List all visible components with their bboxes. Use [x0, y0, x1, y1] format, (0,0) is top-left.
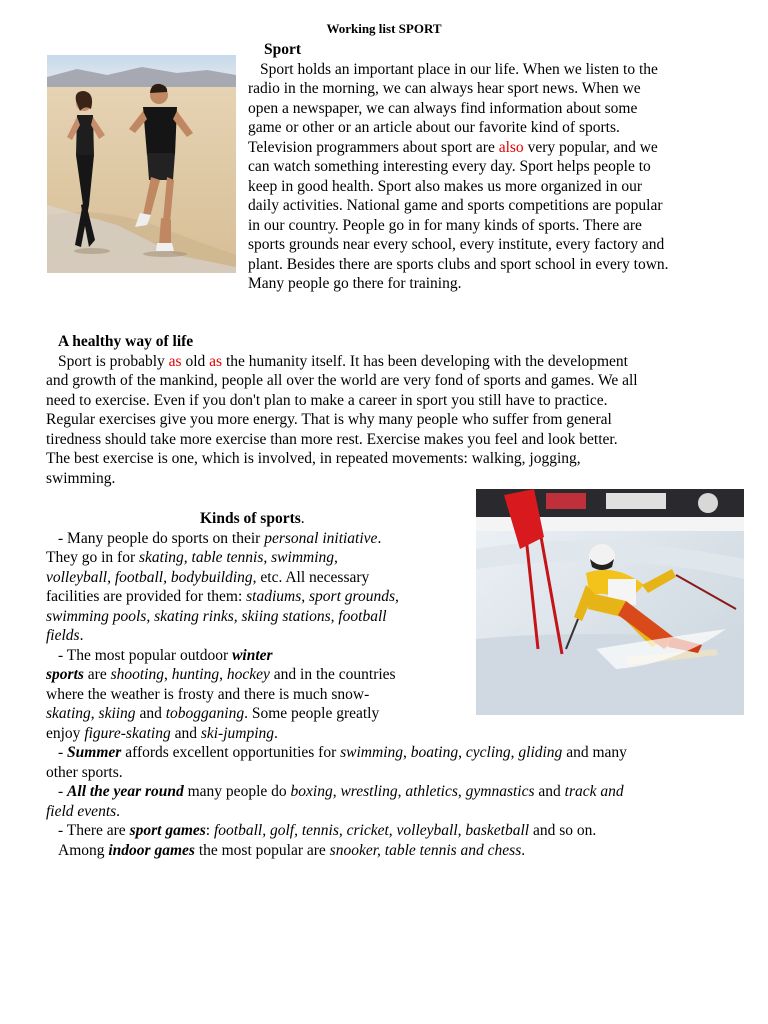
- healthy-line: swimming.: [46, 469, 116, 487]
- sport-line: daily activities. National game and sports competitions are popular: [248, 197, 663, 214]
- document-title: Working list SPORT: [326, 21, 442, 36]
- sport-line: sports grounds near every school, every institute, every factory and: [248, 236, 665, 253]
- sport-line: in our country. People go in for many kinds of sports. There are: [248, 216, 642, 234]
- kinds-line: skating, skiing and tobogganing. Some people greatly: [46, 705, 380, 722]
- kinds-line: - Many people do sports on their personal initiative.: [58, 529, 382, 547]
- runners-photo: [47, 55, 236, 273]
- healthy-line: Sport is probably as old as the humanity itself. It has been developing with the development: [58, 352, 628, 370]
- sport-line: Many people go there for training.: [248, 275, 462, 292]
- healthy-section: [46, 332, 746, 488]
- kinds-line: other sports.: [46, 763, 123, 781]
- sport-line: game or other or an article about our favorite kind of sports.: [248, 119, 620, 136]
- kinds-line: - All the year round many people do boxing, wrestling, athletics, gymnastics and track and: [58, 783, 624, 800]
- healthy-line: Regular exercises give you more energy. That is why many people who suffer from general: [46, 411, 612, 428]
- sport-heading: Sport: [264, 41, 302, 58]
- sport-line: plant. Besides there are sports clubs and sport school in every town.: [248, 255, 669, 273]
- sport-line: Television programmers about sport are also very popular, and we: [248, 138, 658, 156]
- sport-line: can watch something interesting every day. Sport helps people to: [248, 158, 651, 175]
- kinds-line: sports are shooting, hunting, hockey and in the countries: [46, 666, 396, 683]
- kinds-line: volleyball, football, bodybuilding, etc. All necessary: [46, 568, 370, 586]
- highlight-word: also: [498, 138, 524, 156]
- kinds-line: - The most popular outdoor winter: [58, 646, 273, 664]
- healthy-heading: A healthy way of life: [58, 333, 194, 350]
- kinds-heading: Kinds of sports.: [200, 510, 305, 527]
- kinds-line: fields.: [46, 627, 84, 644]
- healthy-line: need to exercise. Even if you don't plan to make a career in sport you still have to practice.: [46, 391, 608, 409]
- kinds-line: - There are sport games: football, golf, tennis, cricket, volleyball, basketball and so on.: [58, 822, 597, 839]
- sport-line: open a newspaper, we can always find information about some: [248, 99, 638, 117]
- kinds-line: facilities are provided for them: stadiums, sport grounds,: [46, 588, 399, 605]
- sport-line: radio in the morning, we can always hear sport news. When we: [248, 80, 641, 97]
- kinds-line: They go in for skating, table tennis, swimming,: [46, 549, 338, 566]
- kinds-section: [46, 509, 746, 860]
- sport-section: [248, 40, 748, 294]
- healthy-line: and growth of the mankind, people all over the world are very fond of sports and games. We all: [46, 372, 638, 389]
- kinds-line: where the weather is frosty and there is much snow-: [46, 685, 370, 703]
- kinds-line: field events.: [46, 802, 121, 820]
- healthy-line: tiredness should take more exercise than more rest. Exercise makes you feel and look better.: [46, 430, 618, 448]
- kinds-line: swimming pools, skating rinks, skiing stations, football: [46, 607, 387, 625]
- healthy-line: The best exercise is one, which is involved, in repeated movements: walking, jogging,: [46, 450, 581, 467]
- sport-line: keep in good health. Sport also makes us more organized in our: [248, 177, 643, 195]
- kinds-line: Among indoor games the most popular are snooker, table tennis and chess.: [58, 841, 526, 859]
- kinds-line: - Summer affords excellent opportunities for swimming, boating, cycling, gliding and many: [58, 744, 627, 761]
- sport-line: Sport holds an important place in our life. When we listen to the: [260, 60, 658, 78]
- kinds-line: enjoy figure-skating and ski-jumping.: [46, 724, 278, 742]
